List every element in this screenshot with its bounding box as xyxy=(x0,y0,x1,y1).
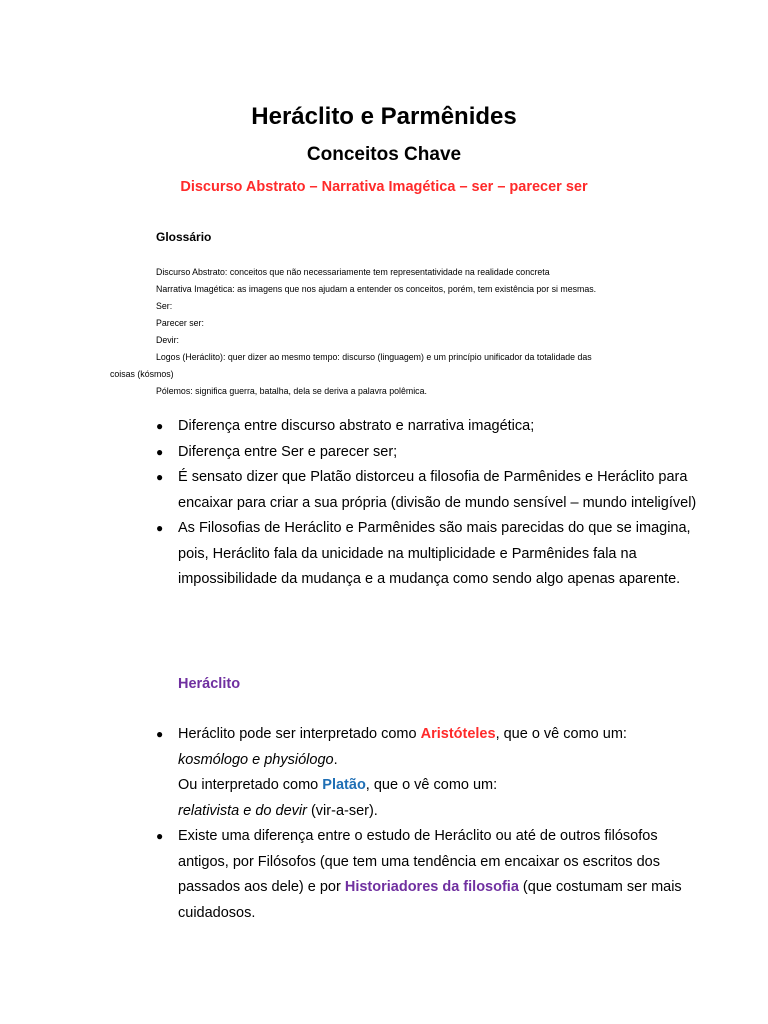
text-run: , que o vê como um: xyxy=(495,726,627,742)
bullet-dot-icon: ● xyxy=(156,444,164,459)
document-subtitle: Conceitos Chave xyxy=(306,144,462,165)
heraclito-points-list xyxy=(152,722,712,926)
glossary-entry: Pólemos: significa guerra, batalha, dela se deriva a palavra polêmica. xyxy=(156,386,427,396)
glossary-entry: Logos (Heráclito): quer dizer ao mesmo tempo: discurso (linguagem) e um princípio unificador da totalidade das xyxy=(156,352,592,362)
highlight-aristoteles: Aristóteles xyxy=(420,726,496,742)
highlight-platao: Platão xyxy=(322,777,366,793)
list-item-text: Diferença entre Ser e parecer ser; xyxy=(178,443,398,460)
document-title: Heráclito e Parmênides xyxy=(251,103,517,130)
text-run: Heráclito pode ser interpretado como xyxy=(178,726,421,742)
bullet-dot-icon: ● xyxy=(156,470,164,484)
bullet-dot-icon: ● xyxy=(156,521,164,535)
list-item xyxy=(152,722,712,824)
list-item xyxy=(152,414,712,440)
italic-term: kosmólogo e physiólogo xyxy=(178,751,334,768)
list-item-text xyxy=(178,722,712,824)
list-item-text xyxy=(178,824,712,926)
section-heading-heraclito: Heráclito xyxy=(178,676,241,692)
text-run: , que o vê como um: xyxy=(365,777,498,793)
glossary-list xyxy=(110,264,690,400)
glossary-entry: Narrativa Imagética: as imagens que nos ajudam a entender os conceitos, porém, tem existência por si mesmas. xyxy=(156,284,597,294)
list-item-text: Diferença entre discurso abstrato e narrativa imagética; xyxy=(178,418,535,434)
key-points-list xyxy=(152,414,712,593)
bullet-dot-icon: ● xyxy=(156,829,164,843)
list-item xyxy=(152,465,712,516)
glossary-entry: Devir: xyxy=(156,335,179,345)
highlight-historiadores: Historiadores da filosofia xyxy=(344,879,519,895)
list-item-text: As Filosofias de Heráclito e Parmênides são mais parecidas do que se imagina, pois, Heráclito fala da unicidade na multiplicidade e Parmênides fala na impossibilidade da mudança e a mudança como sendo algo apenas aparente. xyxy=(178,520,691,587)
list-item-text: É sensato dizer que Platão distorceu a filosofia de Parmênides e Heráclito para encaixar para criar a sua própria (divisão de mundo sensível – mundo inteligível) xyxy=(178,469,697,511)
list-item xyxy=(152,824,712,926)
glossary-heading: Glossário xyxy=(156,230,212,244)
bullet-dot-icon: ● xyxy=(156,419,164,433)
glossary-entry-continuation: coisas (kósmos) xyxy=(110,369,174,379)
italic-term: relativista e do devir xyxy=(178,802,307,819)
text-run: Ou interpretado como xyxy=(178,777,323,793)
text-run: Existe uma diferença entre o estudo de Heráclito ou até de outros filósofos antigos, por Filósofos (que tem uma tendência em encaixar os escritos dos passados aos dele) e por xyxy=(178,828,660,895)
glossary-entry: Ser: xyxy=(156,301,173,311)
text-run: (vir-a-ser). xyxy=(306,802,378,819)
text-run: . xyxy=(333,751,338,768)
list-item xyxy=(152,516,712,593)
glossary-entry: Parecer ser: xyxy=(156,318,204,328)
list-item xyxy=(152,440,712,466)
key-concepts-line: Discurso Abstrato – Narrativa Imagética – ser – parecer ser xyxy=(180,179,588,195)
bullet-dot-icon: ● xyxy=(156,727,164,741)
glossary-entry: Discurso Abstrato: conceitos que não necessariamente tem representatividade na realidade concreta xyxy=(156,267,550,277)
text-run: (que costumam ser mais cuidadosos. xyxy=(178,879,682,921)
